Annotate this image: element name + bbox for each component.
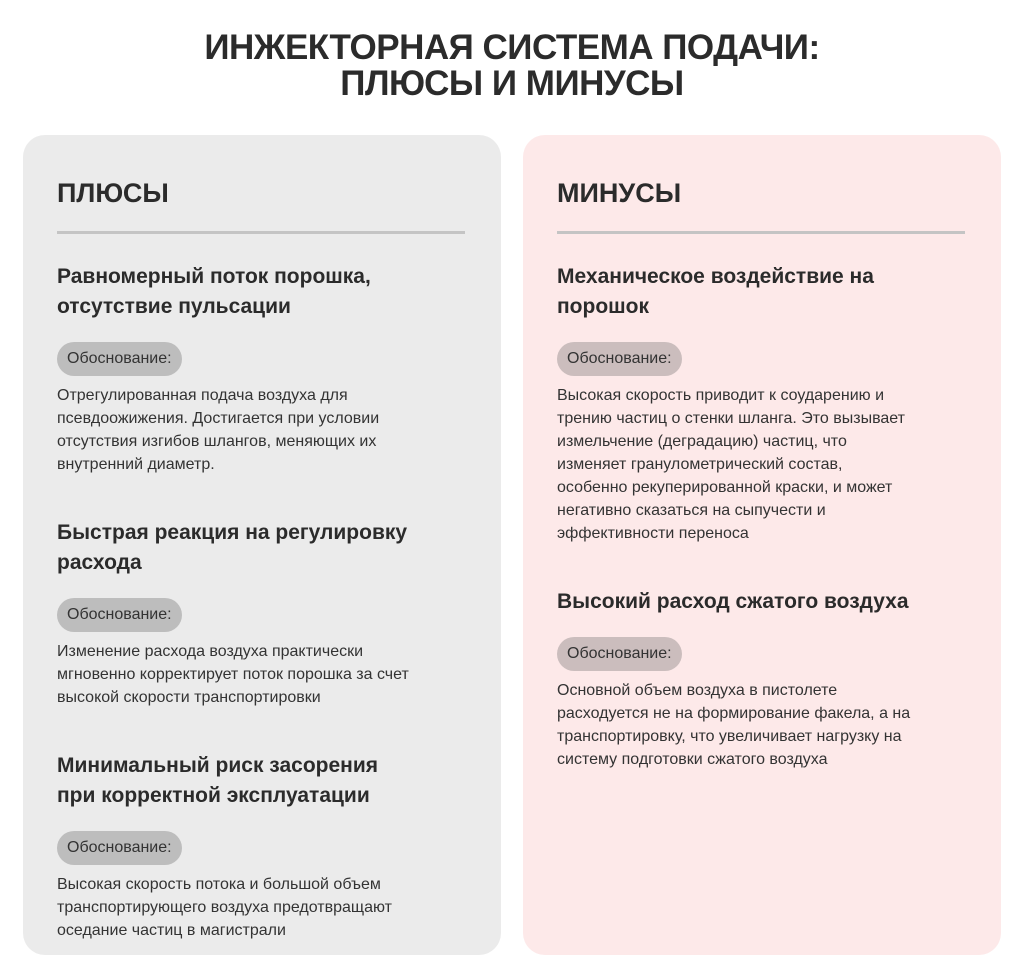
cons-item (557, 262, 967, 545)
pros-heading: ПЛЮСЫ (57, 178, 169, 208)
reasoning-badge: Обоснование: (57, 831, 182, 865)
cons-card (523, 135, 1001, 955)
page-title-line-2: ПЛЮСЫ И МИНУСЫ (340, 64, 684, 103)
cons-item-text: Высокая скорость приводит к соударению и трению частиц о стенки шланга. Это вызывает измельчение (деградацию) частиц, что изменяет гранулометрический состав, особенно рекуперированной краски, и может негативно сказаться на сыпучести и эффективности переноса (557, 387, 905, 542)
reasoning-badge: Обоснование: (57, 598, 182, 632)
cons-divider (557, 231, 965, 234)
cons-item (557, 587, 967, 771)
cons-item-title: Высокий расход сжатого воздуха (557, 590, 909, 613)
pros-item-title: Быстрая реакция на регулировку расхода (57, 521, 408, 574)
cons-list (557, 262, 967, 771)
cons-item-text: Основной объем воздуха в пистолете расходуется не на формирование факела, а на транспортировку, что увеличивает нагрузку на систему подготовки сжатого воздуха (557, 682, 911, 768)
reasoning-badge: Обоснование: (557, 342, 682, 376)
pros-item-title: Равномерный поток порошка, отсутствие пульсации (57, 265, 371, 318)
reasoning-badge: Обоснование: (557, 637, 682, 671)
cons-heading: МИНУСЫ (557, 178, 682, 208)
pros-item-text: Отрегулированная подача воздуха для псевдоожижения. Достигается при условии отсутствия изгибов шлангов, меняющих их внутренний диаметр. (57, 387, 380, 473)
cons-item-title: Механическое воздействие на порошок (557, 265, 874, 318)
pros-item (57, 751, 467, 942)
page-title-line-1: ИНЖЕКТОРНАЯ СИСТЕМА ПОДАЧИ: (204, 28, 820, 67)
pros-list (57, 262, 467, 942)
reasoning-badge: Обоснование: (57, 342, 182, 376)
pros-item (57, 518, 467, 709)
pros-item (57, 262, 467, 476)
pros-item-text: Высокая скорость потока и большой объем транспортирующего воздуха предотвращают оседание частиц в магистрали (57, 876, 392, 939)
pros-divider (57, 231, 465, 234)
pros-item-title: Минимальный риск засорения при корректной эксплуатации (57, 754, 379, 807)
pros-card (23, 135, 501, 955)
pros-item-text: Изменение расхода воздуха практически мгновенно корректирует поток порошка за счет высокой скорости транспортировки (57, 643, 409, 706)
page-title (0, 30, 1024, 102)
